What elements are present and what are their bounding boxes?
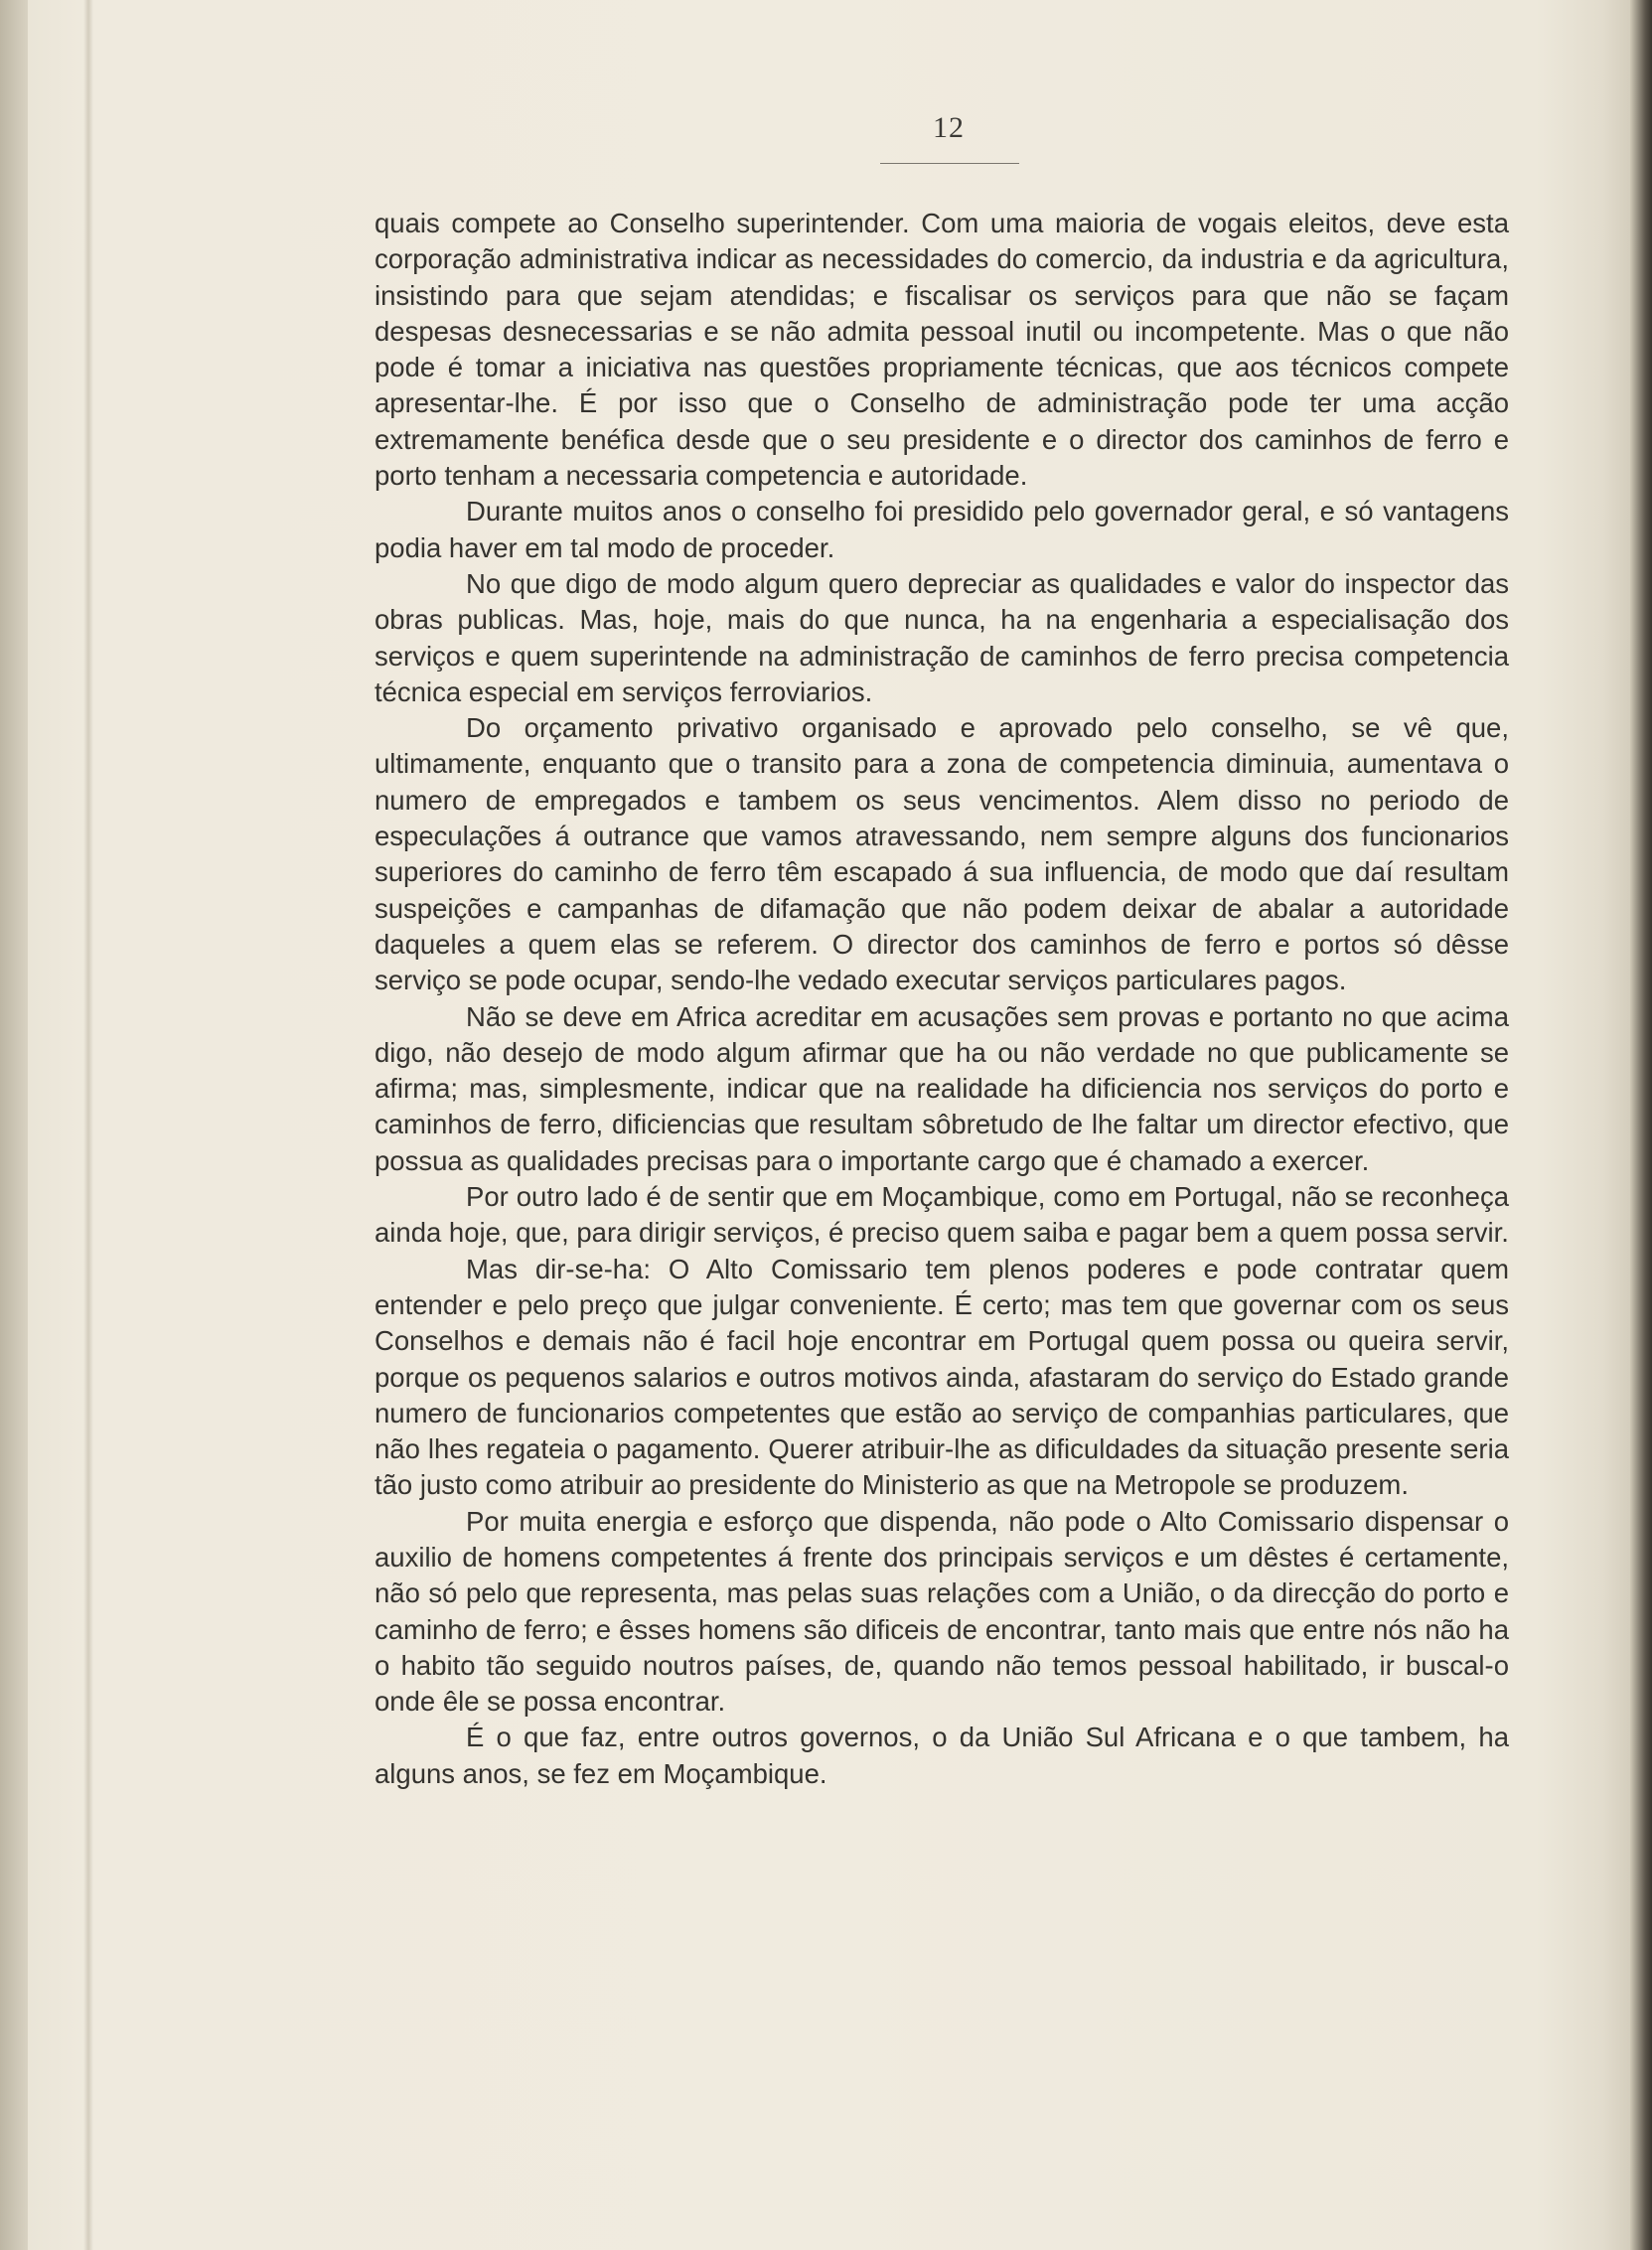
paragraph: Mas dir-se-ha: O Alto Comissario tem plenos poderes e pode contratar quem entender e pelo preço que julgar conveniente. É certo; mas tem que governar com os seus Conselhos e demais não é facil hoje encontrar em Portugal quem possa ou queira servir, porque os pequenos salarios e outros motivos ainda, afastaram do serviço do Estado grande numero de funcionarios competentes que estão ao serviço de companhias particulares, que não lhes regateia o pagamento. Querer atribuir-lhe as dificuldades da situação presente seria tão justo como atribuir ao presidente do Ministerio as que na Metropole se produzem. [375,1253,1509,1501]
paragraph: Por muita energia e esforço que dispenda, não pode o Alto Comissario dispensar o auxilio de homens competentes á frente dos principais serviços e um dêstes é certamente, não só pelo que representa, mas pelas suas relações com a União, o da direcção do porto e caminho de ferro; e êsses homens são dificeis de encontrar, tanto mais que entre nós não ha o habito tão seguido noutros países, de, quando não temos pessoal habilitado, ir buscal-o onde êle se possa encontrar. [375,1505,1509,1718]
body-text [375,206,1509,1792]
page-number: 12 [933,111,965,144]
binding-shadow [83,0,93,2250]
paragraph: Não se deve em Africa acreditar em acusações sem provas e portanto no que acima digo, não desejo de modo algum afirmar que ha ou não verdade no que publicamente se afirma; mas, simplesmente, indicar que na realidade ha dificiencia nos serviços do porto e caminhos de ferro, dificiencias que resultam sôbretudo de lhe faltar um director efectivo, que possua as qualidades precisas para o importante cargo que é chamado a exercer. [375,1000,1509,1176]
paragraph: É o que faz, entre outros governos, o da União Sul Africana e o que tambem, ha alguns anos, se fez em Moçambique. [375,1722,1509,1789]
paragraph: Por outro lado é de sentir que em Moçambique, como em Portugal, não se reconheça ainda hoje, que, para dirigir serviços, é preciso quem saiba e pagar bem a quem possa servir. [375,1181,1509,1249]
page-number-rule [880,163,1019,164]
page-right-edge [1630,0,1652,2250]
paragraph: Do orçamento privativo organisado e aprovado pelo conselho, se vê que, ultimamente, enquanto que o transito para a zona de competencia diminuia, aumentava o numero de empregados e tambem os seus vencimentos. Alem disso no periodo de especulações á outrance que vamos atravessando, nem sempre alguns dos funcionarios superiores do caminho de ferro têm escapado á sua influencia, de modo que daí resultam suspeições e campanhas de difamação que não podem deixar de abalar a autoridade daqueles a quem elas se referem. O director dos caminhos de ferro e portos só dêsse serviço se pode ocupar, sendo-lhe vedado executar serviços particulares pagos. [375,712,1509,996]
paragraph: Durante muitos anos o conselho foi presidido pelo governador geral, e só vantagens podia haver em tal modo de proceder. [375,496,1509,563]
paragraph: quais compete ao Conselho superintender. Com uma maioria de vogais eleitos, deve esta corporação administrativa indicar as necessidades do comercio, da industria e da agricultura, insistindo para que sejam atendidas; e fiscalisar os serviços para que não se façam despesas desnecessarias e se não admita pessoal inutil ou incompetente. Mas o que não pode é tomar a iniciativa nas questões propriamente técnicas, que aos técnicos compete apresentar-lhe. É por isso que o Conselho de administração pode ter uma acção extremamente benéfica desde que o seu presidente e o director dos caminhos de ferro e porto tenham a necessaria competencia e autoridade. [375,208,1509,492]
paragraph: No que digo de modo algum quero depreciar as qualidades e valor do inspector das obras publicas. Mas, hoje, mais do que nunca, ha na engenharia a especialisação dos serviços e quem superintende na administração de caminhos de ferro precisa competencia técnica especial em serviços ferroviarios. [375,567,1509,707]
binding-edge [0,0,28,2250]
